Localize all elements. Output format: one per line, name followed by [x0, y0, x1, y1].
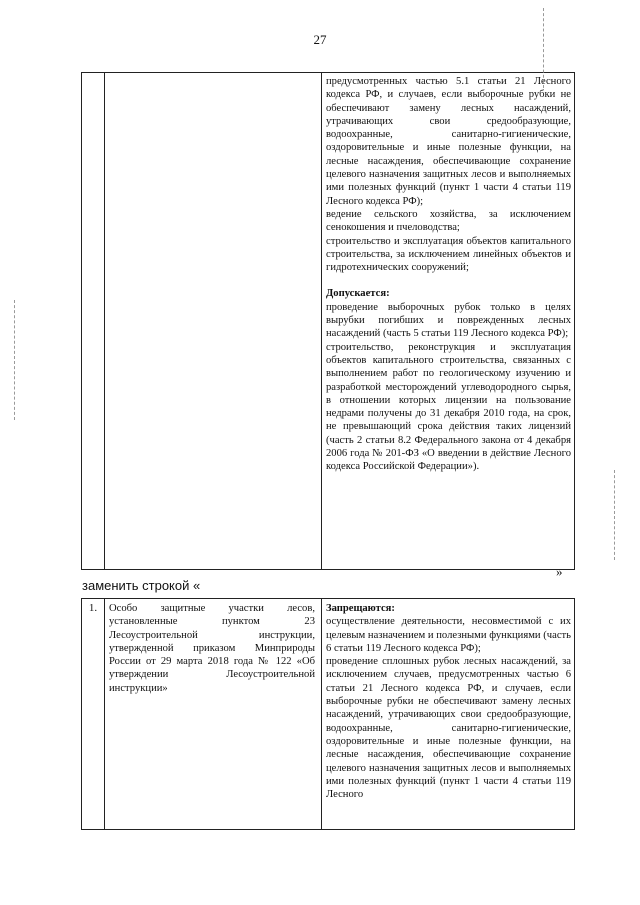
list-item: строительство, реконструкция и эксплуатация объектов капитального строительства, связанных с выполнением работ по геологическому изучению и разработкой месторождений углеводородного сырья, в отношении которых лицензии на пользование недрами получены до 31 декабря 2010 года, на срок, не превышающий срока действия таких лицензий (часть 2 статьи 8.2 Федерального закона от 4 декабря 2006 года № 201-ФЗ «О введении в действие Лесного кодекса Российской Федерации»).	[326, 341, 571, 473]
page-number: 27	[313, 32, 327, 47]
continued-table-right-cell	[326, 75, 571, 474]
category-cell	[109, 602, 315, 695]
allowed-heading: Допускается:	[326, 288, 390, 300]
list-item: ведение сельского хозяйства, за исключением сенокошения и пчеловодства;	[326, 208, 571, 234]
column-divider-2	[321, 73, 322, 569]
scan-artifact-line	[614, 470, 615, 560]
close-quote: »	[556, 564, 563, 579]
column-divider-1	[104, 73, 105, 569]
list-item: осуществление деятельности, несовместимой с их целевым назначением и полезными функциями (часть 6 статьи 119 Лесного кодекса РФ);	[326, 616, 571, 654]
column-divider-1	[104, 599, 105, 829]
column-divider-2	[321, 599, 322, 829]
row-number: 1.	[88, 602, 98, 614]
continued-text: предусмотренных частью 5.1 статьи 21 Лесного кодекса РФ, и случаев, если выборочные рубки не обеспечивают замену лесных насаждений, утрачивающих свои средообразующие, водоохранные, санитарно-гигиенические, оздоровительные и иные полезные функции, на лесные насаждения, обеспечивающие сохранение целевого назначения защитных лесов и выполняемых ими полезных функций (пункт 1 части 4 статьи 119 Лесного кодекса РФ);	[326, 76, 571, 207]
continued-table	[81, 72, 575, 570]
prohibited-heading: Запрещаются:	[326, 603, 395, 614]
list-item: проведение сплошных рубок лесных насаждений, за исключением случаев, предусмотренных частью 6 статьи 21 Лесного кодекса РФ, и случаев, если выборочные рубки не обеспечивают замену лесных насаждений, утрачивающих свои средообразующие, водоохранные, санитарно-гигиенические, оздоровительные и иные полезные функции, на лесные насаждения, обеспечивающие сохранение целевого назначения защитных лесов и выполняемых ими полезных функций (пункт 1 части 4 статьи 119 Лесного	[326, 656, 571, 801]
list-item: проведение выборочных рубок только в целях вырубки погибших и поврежденных лесных насаждений (часть 5 статьи 119 Лесного кодекса РФ);	[326, 301, 571, 340]
list-item: строительство и эксплуатация объектов капитального строительства, за исключением линейных объектов и гидротехнических сооружений;	[326, 235, 571, 274]
regime-cell	[326, 602, 571, 801]
replacement-table	[81, 598, 575, 830]
scan-artifact-line	[543, 8, 544, 88]
scan-artifact-line	[14, 300, 15, 420]
category-text: Особо защитные участки лесов, установленные пунктом 23 Лесоустроительной инструкции, утвержденной приказом Минприроды России от 29 марта 2018 года № 122 «Об утверждении Лесоустроительной инструкции»	[109, 603, 315, 694]
replace-instruction: заменить строкой «	[82, 578, 201, 593]
